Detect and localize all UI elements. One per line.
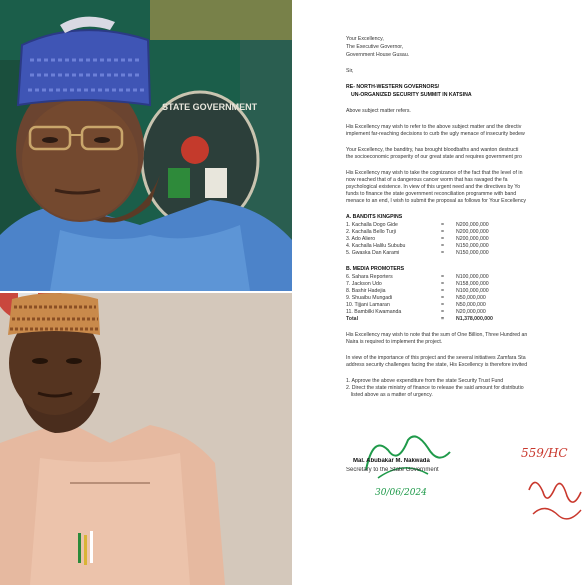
- photo-bottom-official: [0, 293, 292, 585]
- letter-document: Your Excellency, The Executive Governor, Government House Gusau. Sir, RE- NORTH-WESTERN GOVERNORS/ UN-ORGANIZED SECURITY SUMMIT IN KATSINA Above subject matter refers. His Excellency may wish to refer to the above subject matter and the directiv implement far-reaching decisions to curb the ugly menace of insecurity bedew Your Excellency, the banditry, has brought bloodbaths and wanton destructi the socioeconomic prosperity of our great state and requires government pro His Excellency may wish to take the cognizance of the fact that the level of in now reached that of a dangerous cancer worm that has ravaged the fa psychological existence. In view of this urgent need and the directives by Yo funds to finance the state government reconciliation programme with band menace to an end, I wish to submit the proposal as follows for Your Excellency A. BANDITS KINGPINS 1. Kachalla Dogo Gide = N200,000,000 2. Kachalla Bello Turji = N200,000,000 3. Ado Aliero = N200,000,000 4. Kachalla Halilu Sububu = N150,000,000 5. Gwaska Dan Karami = N150,000,000 B. MEDIA PROMOTERS 6. Sahara Reporters = N100,000,000 7. Jackson Udo = N158,000,000 8. Bashir Hadejia = N100,000,000 9. Shuaibu Mungadi = N50,000,000 10. Tijjani Lamaran = N50,000,000 11. Bambilki Kwamanda = N20,000,000 Total = N1,378,000,000 His Excellency may wish to note that the sum of One Billion, Three Hundred an Naira is required to implement the project. In view of the importance of this project and the several initiatives Zamfara Sta address security challenges facing the state, His Excellency is therefore invited 1. Approve the above expenditure from the state Security Trust Fund 2. Direct the state ministry of finance to release the said amount for distributio listed above as a matter of urgency. Mal. Abubakar M. Nakwada Secretary to the State Government 30/06/2024 559/HC: [293, 0, 585, 585]
- address-line-2: The Executive Governor,: [346, 44, 404, 50]
- signatory-name: Mal. Abubakar M. Nakwada: [353, 458, 430, 464]
- portrait-bottom: [0, 293, 292, 585]
- cap-icon-bottom: [8, 293, 100, 335]
- paragraph-4-line-3: psychological existence. In view of this urgent need and the directives by Yo: [346, 184, 521, 190]
- paragraph-5-line-1: His Excellency may wish to note that the sum of One Billion, Three Hundred an: [346, 332, 528, 338]
- portrait-top: [0, 0, 292, 291]
- paragraph-4-line-2: now reached that of a dangerous cancer worm that has ravaged the fa: [346, 177, 508, 183]
- signatory-title: Secretary to the State Government: [346, 467, 439, 473]
- list-item: 1. Approve the above expenditure from the state Security Trust Fund: [346, 378, 504, 384]
- red-annotation-scribble: [525, 470, 585, 530]
- subject-line-2: UN-ORGANIZED SECURITY SUMMIT IN KATSINA: [351, 92, 472, 98]
- signature-date: 30/06/2024: [375, 488, 427, 498]
- paragraph-4-line-5: menace to an end, I wish to submit the proposal as follows for Your Excellency: [346, 198, 526, 204]
- salutation: Sir,: [346, 68, 354, 74]
- list-item: 2. Direct the state ministry of finance to release the said amount for distributio: [346, 385, 524, 391]
- paragraph-3-line-1: Your Excellency, the banditry, has brought bloodbaths and wanton destructi: [346, 147, 519, 153]
- section-a-heading: A. BANDITS KINGPINS: [346, 214, 403, 220]
- address-line-3: Government House Gusau.: [346, 52, 410, 58]
- address-line-1: Your Excellency,: [346, 36, 384, 42]
- paragraph-5-line-2: Naira is required to implement the project.: [346, 339, 443, 345]
- list-item: listed above as a matter of urgency.: [351, 392, 433, 398]
- paragraph-4-line-4: funds to finance the state government reconciliation programme with band: [346, 191, 517, 197]
- photo-top-official: [0, 0, 292, 291]
- paragraph-1: Above subject matter refers.: [346, 108, 411, 114]
- subject-line-1: RE- NORTH-WESTERN GOVERNORS/: [346, 84, 440, 90]
- paragraph-2-line-1: His Excellency may wish to refer to the above subject matter and the directiv: [346, 124, 522, 130]
- emblem-text: STATE GOVERNMENT: [162, 102, 258, 112]
- paragraph-3-line-2: the socioeconomic prosperity of our great state and requires government pro: [346, 154, 522, 160]
- paragraph-6-line-2: address security challenges facing the state, His Excellency is therefore invited: [346, 362, 528, 368]
- section-b-heading: B. MEDIA PROMOTERS: [346, 266, 405, 272]
- paragraph-4-line-1: His Excellency may wish to take the cognizance of the fact that the level of in: [346, 170, 523, 176]
- paragraph-2-line-2: implement far-reaching decisions to curb the ugly menace of insecurity bedew: [346, 131, 525, 137]
- paragraph-6-line-1: In view of the importance of this project and the several initiatives Zamfara Sta: [346, 355, 526, 361]
- handwritten-reference: 559/HC: [521, 446, 568, 460]
